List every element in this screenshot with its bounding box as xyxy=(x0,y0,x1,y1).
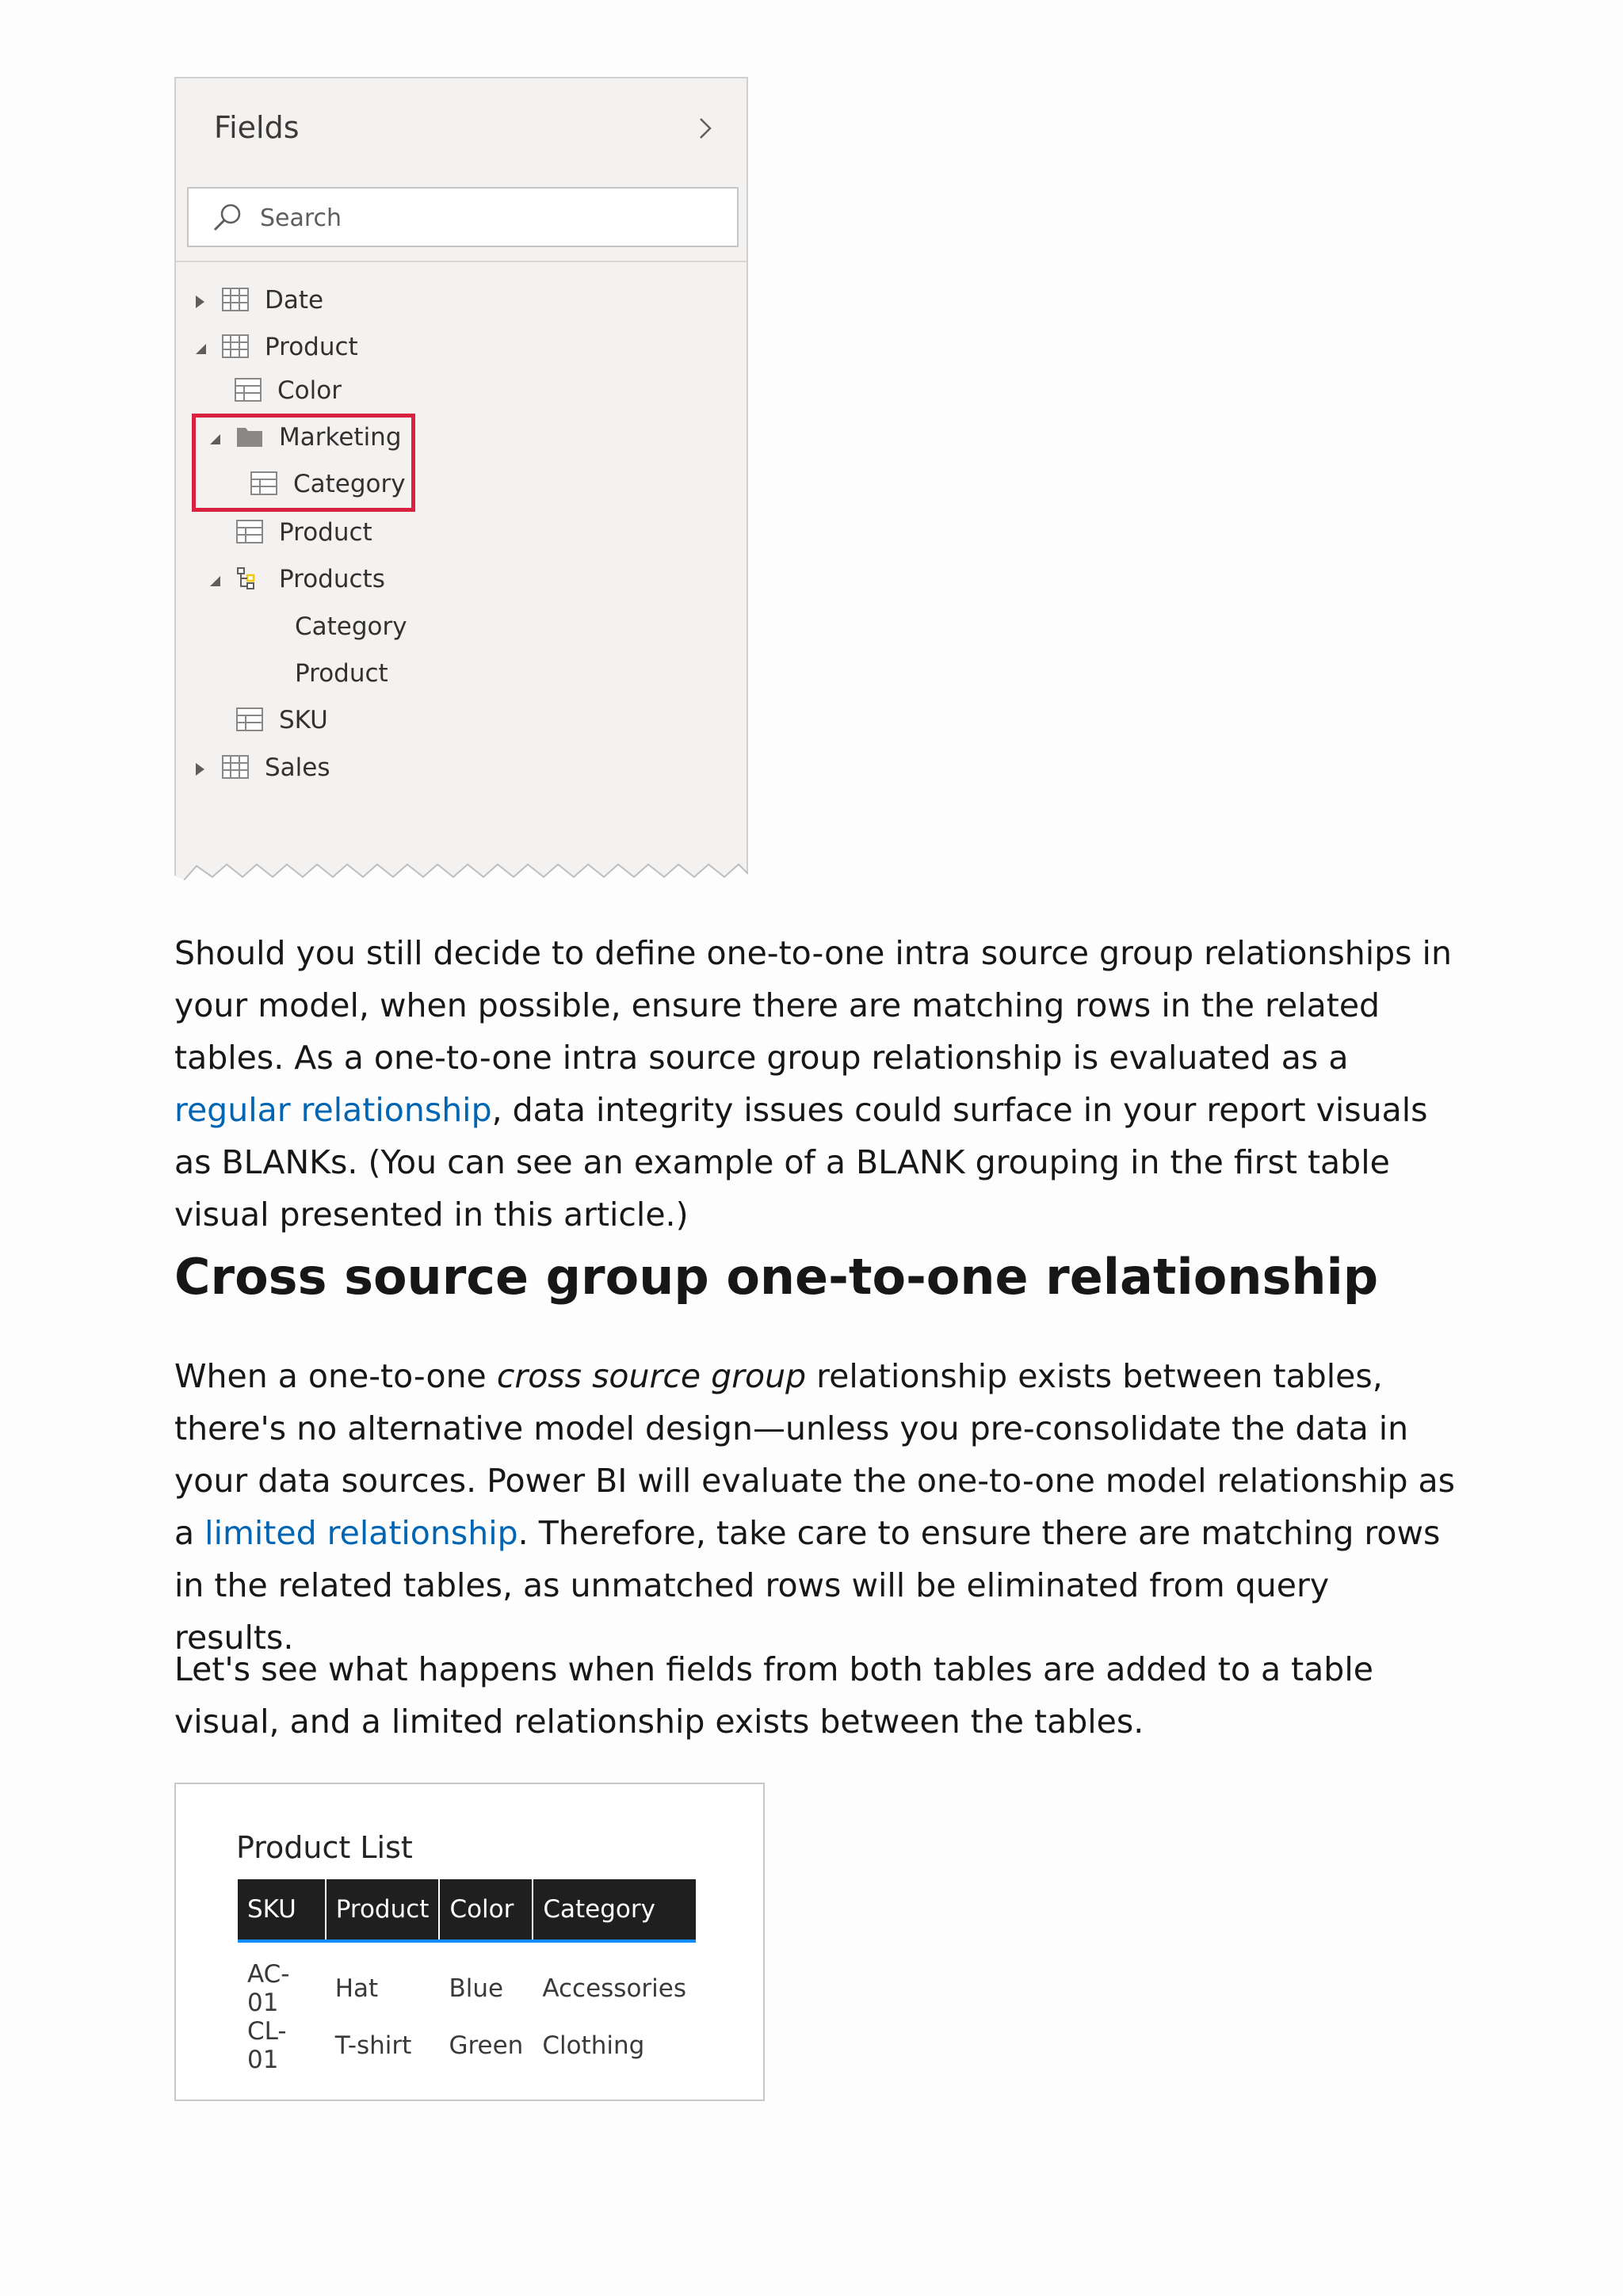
caret-expanded-icon[interactable] xyxy=(208,573,222,589)
regular-relationship-link[interactable]: regular relationship xyxy=(174,1091,492,1129)
column-header-color[interactable]: Color xyxy=(439,1879,533,1941)
table-icon xyxy=(222,755,249,779)
tree-item-label: Product xyxy=(265,333,358,361)
paragraph-text: , data integrity issues could surface in your report visuals as BLANKs. (You can see an example of a BLANK grouping in the first table visual presented in this article.) xyxy=(174,1091,1428,1234)
table-cell: Blue xyxy=(449,1974,504,2003)
tree-item-label: Product xyxy=(279,518,372,547)
table-cell: Hat xyxy=(334,1974,379,2003)
paragraph-text: Should you still decide to define one-to-one intra source group relationships in your model, when possible, ensure there are matching rows in the related tables. As a one-to-one intra source group relationship is evaluated as a xyxy=(174,934,1452,1077)
table-row xyxy=(238,2017,696,2074)
caret-right-icon[interactable] xyxy=(193,761,208,777)
tree-item-label: SKU xyxy=(279,706,328,734)
search-placeholder: Search xyxy=(260,204,342,232)
paragraph-lets-see: Let's see what happens when fields from both tables are added to a table visual, and a limited relationship exists between the tables. xyxy=(174,1650,1373,1741)
paragraph-cross-source xyxy=(174,1350,1458,1664)
paragraph-text: relationship exists between tables, there's no alternative model design—unless you pre-consolidate the data in your data sources. Power BI will evaluate the one-to-one model relationship as a xyxy=(174,1357,1456,1552)
table-header-row xyxy=(238,1879,696,1941)
tree-item-label: Products xyxy=(279,565,385,593)
tree-item-label: Category xyxy=(293,470,406,498)
caret-expanded-icon[interactable] xyxy=(193,341,208,357)
table-cell: Green xyxy=(449,2031,524,2060)
tree-item-label: Product xyxy=(295,659,388,688)
hierarchy-icon xyxy=(236,566,263,590)
table-icon xyxy=(222,334,249,358)
tree-item-label: Date xyxy=(265,286,324,315)
emphasis-text: cross source group xyxy=(496,1357,807,1395)
table-cell: AC-01 xyxy=(247,1960,290,2017)
torn-edge xyxy=(174,853,748,880)
paragraph-text: When a one-to-one xyxy=(174,1357,497,1395)
table-icon xyxy=(222,288,249,311)
tree-item-label: Color xyxy=(277,376,342,405)
product-list-visual xyxy=(174,1783,765,2101)
search-icon xyxy=(211,201,244,235)
tree-item-label: Marketing xyxy=(279,423,402,452)
visual-title: Product List xyxy=(236,1830,413,1865)
column-header-sku[interactable]: SKU xyxy=(238,1879,326,1941)
table-row xyxy=(238,1941,696,2017)
limited-relationship-link[interactable]: limited relationship xyxy=(204,1514,518,1552)
column-icon xyxy=(235,378,262,402)
fields-pane-title: Fields xyxy=(214,110,300,145)
highlight-box xyxy=(192,414,415,512)
fields-pane-screenshot xyxy=(174,77,748,879)
column-header-category[interactable]: Category xyxy=(533,1879,696,1941)
tree-item-label: Sales xyxy=(265,753,330,782)
caret-right-icon[interactable] xyxy=(193,294,208,310)
column-header-product[interactable]: Product xyxy=(326,1879,440,1941)
paragraph-intra-source xyxy=(174,927,1458,1241)
tree-item-label: Category xyxy=(295,612,407,641)
column-icon xyxy=(236,520,263,543)
search-input[interactable] xyxy=(187,187,739,247)
section-heading: Cross source group one-to-one relationship xyxy=(174,1248,1379,1306)
divider xyxy=(176,261,747,262)
chevron-right-icon[interactable] xyxy=(693,116,716,140)
paragraph-text: . Therefore, take care to ensure there are matching rows in the related tables, as unmatched rows will be eliminated from query results. xyxy=(174,1514,1441,1657)
table-cell: Accessories xyxy=(542,1974,686,2003)
table-cell: CL-01 xyxy=(247,2017,287,2074)
table-cell: T-shirt xyxy=(334,2031,412,2060)
column-icon xyxy=(236,707,263,731)
product-list-table xyxy=(238,1879,696,2074)
table-cell: Clothing xyxy=(542,2031,645,2060)
